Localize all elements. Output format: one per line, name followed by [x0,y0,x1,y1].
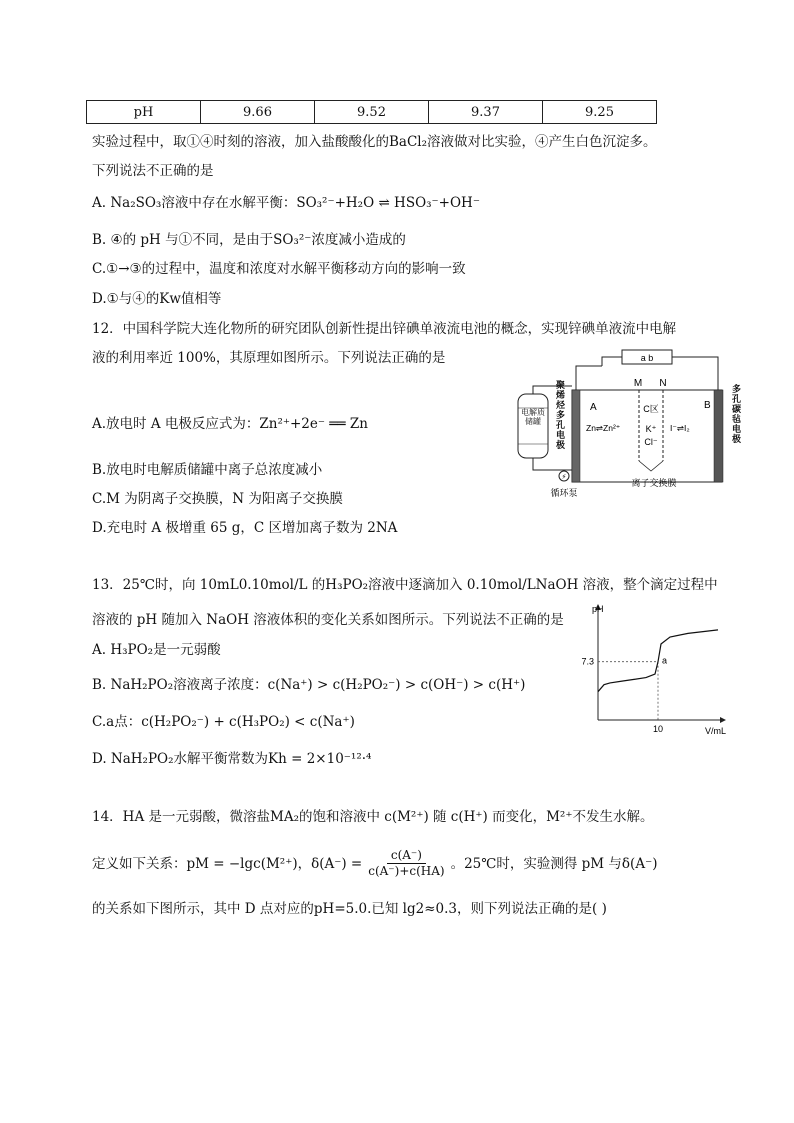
svg-text:⚡: ⚡ [561,474,567,481]
q11-option-c: C.①→③的过程中，温度和浓度对水解平衡移动方向的影响一致 [92,261,466,277]
ab-box-label: a b [640,353,654,363]
q14-fraction-denominator: c(A⁻)+c(HA) [368,864,445,878]
label-b: B [704,400,711,411]
ph-table [86,100,657,124]
k-ion-label: K⁺ [645,424,657,434]
table-cell: 9.66 [201,101,315,124]
q11-prompt: 下列说法不正确的是 [92,163,214,179]
q14-stem-3: 的关系如下图所示，其中 D 点对应的pH=5.0.已知 lg2≈0.3，则下列说法正确的是( ) [92,901,607,917]
battery-diagram [516,346,756,502]
x-tick-label: 10 [652,724,664,734]
label-a: A [590,402,597,413]
table-header-cell: pH [87,101,201,124]
table-row [87,101,657,124]
left-electrode-label: 聚烯烃多孔电极 [556,380,566,450]
q14-fraction-numerator: c(A⁻) [387,848,426,864]
q13-stem-1: 13．25℃时，向 10mL0.10mol/L 的H₃PO₂溶液中逐滴加入 0.10mol/LNaOH 溶液，整个滴定过程中 [92,577,718,593]
q13-option-d: D. NaH₂PO₂水解平衡常数为Kh = 2×10⁻¹²·⁴ [92,751,372,767]
q12-option-c: C.M 为阴离子交换膜，N 为阳离子交换膜 [92,491,343,507]
q11-option-a: A. Na₂SO₃溶液中存在水解平衡：SO₃²⁻+H₂O ⇌ HSO₃⁻+OH⁻ [92,195,480,211]
q13-option-c: C.a点：c(H₂PO₂⁻) + c(H₃PO₂) < c(Na⁺) [92,714,355,730]
c-zone-label: C区 [643,404,659,414]
tank-label: 电解质储罐 [521,408,545,426]
q12-stem-2: 液的利用率近 100%，其原理如图所示。下列说法正确的是 [92,350,446,366]
q12-option-a: A.放电时 A 电极反应式为：Zn²⁺+2e⁻ ══ Zn [92,416,368,432]
cl-ion-label: Cl⁻ [644,437,658,447]
table-cell: 9.37 [429,101,543,124]
q11-option-d: D.①与④的Kw值相等 [92,291,222,307]
label-m: M [633,378,643,389]
table-cell: 9.52 [315,101,429,124]
q14-fraction [366,848,446,879]
x-axis-arrow [720,717,726,723]
chart-axes [595,604,726,723]
q14-definition [92,848,657,879]
y-axis-label: pH [592,604,604,614]
q14-def-suffix: 。25℃时，实验测得 pM 与δ(A⁻) [450,855,658,872]
x-axis-label: V/mL [705,726,727,736]
q13-option-b: B. NaH₂PO₂溶液离子浓度：c(Na⁺) > c(H₂PO₂⁻) > c(OH⁻) > c(H⁺) [92,677,526,693]
membrane-label: 离子交换膜 [631,478,677,488]
titration-chart [560,600,730,745]
right-electrode-label: 多孔碳毡电极 [732,384,742,444]
i-reaction-label: I⁻⇌I₂ [670,423,690,433]
q11-exp-note: 实验过程中，取①④时刻的溶液，加入盐酸酸化的BaCl₂溶液做对比实验，④产生白色沉淀多。 [92,134,657,150]
q14-def-prefix: 定义如下关系：pM = −lgc(M²⁺)，δ(A⁻) = [92,855,363,872]
q11-option-b: B. ④的 pH 与①不同，是由于SO₃²⁻浓度减小造成的 [92,232,406,248]
pump-label: 循环泵 [550,488,578,498]
point-a-label: a [662,655,668,666]
q13-option-a: A. H₃PO₂是一元弱酸 [92,642,221,658]
right-electrode [714,390,723,482]
q12-option-d: D.充电时 A 极增重 65 g，C 区增加离子数为 2NA [92,520,398,536]
table-cell: 9.25 [543,101,657,124]
q13-stem-2: 溶液的 pH 随加入 NaOH 溶液体积的变化关系如图所示。下列说法不正确的是 [92,612,564,628]
zn-reaction-label: Zn⇌Zn²⁺ [586,423,621,433]
y-tick-label: 7.3 [581,656,594,667]
q12-stem-1: 12．中国科学院大连化物所的研究团队创新性提出锌碘单液流电池的概念，实现锌碘单液流中电解 [92,321,677,337]
label-n: N [659,378,667,389]
left-electrode [572,390,580,482]
q12-option-b: B.放电时电解质储罐中离子总浓度减小 [92,462,323,478]
q14-stem-1: 14．HA 是一元弱酸，微溶盐MA₂的饱和溶液中 c(M²⁺) 随 c(H⁺) 而变化，M²⁺不发生水解。 [92,809,654,825]
